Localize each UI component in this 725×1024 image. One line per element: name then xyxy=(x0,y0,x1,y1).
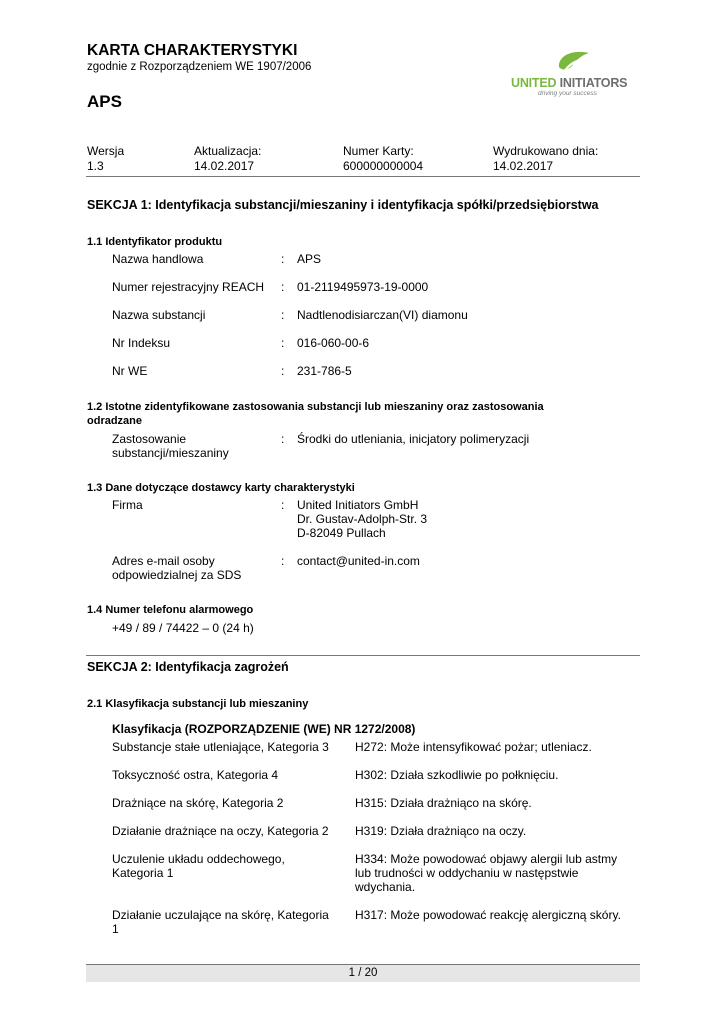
hazard-class xyxy=(112,852,348,880)
hazard-class-line2: 1 xyxy=(112,922,119,936)
colon: : xyxy=(281,280,285,294)
hazard-class xyxy=(112,796,348,810)
leaf-logo-icon xyxy=(556,50,592,74)
email-label xyxy=(112,554,241,582)
section-1-1-heading: 1.1 Identyfikator produktu xyxy=(87,236,223,248)
colon: : xyxy=(281,432,285,446)
email-label-line1: Adres e-mail osoby xyxy=(112,554,215,568)
hazard-statement xyxy=(355,768,635,782)
section-1-title: SEKCJA 1: Identyfikacja substancji/mieszaniny i identyfikacja spółki/przedsiębiorstwa xyxy=(87,198,599,212)
card-number-label: Numer Karty: xyxy=(343,144,414,158)
hazard-statement xyxy=(355,796,635,810)
section-1-4-heading: 1.4 Numer telefonu alarmowego xyxy=(87,604,254,616)
hazard-class-line1: Substancje stałe utleniające, Kategoria 3 xyxy=(112,740,329,754)
section-2-1-heading: 2.1 Klasyfikacja substancji lub mieszaniny xyxy=(87,698,309,710)
section-1-2-heading-line2: odradzane xyxy=(87,415,143,427)
hazard-class-line1: Działanie uczulające na skórę, Kategoria xyxy=(112,908,329,922)
reach-number-value: 01-2119495973-19-0000 xyxy=(297,280,429,294)
colon: : xyxy=(281,336,285,350)
product-name: APS xyxy=(87,92,122,111)
version-value: 1.3 xyxy=(87,159,104,173)
firm-label: Firma xyxy=(112,498,143,512)
document-subtitle: zgodnie z Rozporządzeniem WE 1907/2006 xyxy=(87,61,312,73)
use-value: Środki do utleniania, inicjatory polimeryzacji xyxy=(297,432,530,446)
hazard-statement-line3: wdychania. xyxy=(355,880,416,894)
hazard-class-line1: Uczulenie układu oddechowego, xyxy=(112,852,285,866)
classification-heading: Klasyfikacja (ROZPORZĄDZENIE (WE) NR 1272/2008) xyxy=(112,722,416,736)
hazard-class xyxy=(112,908,348,936)
logo-wordmark xyxy=(511,76,627,90)
printed-value: 14.02.2017 xyxy=(493,159,554,173)
company-logo xyxy=(508,50,638,100)
hazard-class-line1: Toksyczność ostra, Kategoria 4 xyxy=(112,768,279,782)
printed-label: Wydrukowano dnia: xyxy=(493,144,599,158)
colon: : xyxy=(281,252,285,266)
firm-city: D-82049 Pullach xyxy=(297,526,386,540)
colon: : xyxy=(281,308,285,322)
section-1-2-heading-line1: 1.2 Istotne zidentyfikowane zastosowania substancji lub mieszaniny oraz zastosowania xyxy=(87,401,544,413)
colon: : xyxy=(281,364,285,378)
hazard-class-line1: Działanie drażniące na oczy, Kategoria 2 xyxy=(112,824,329,838)
reach-number-label: Numer rejestracyjny REACH xyxy=(112,280,265,294)
page-number: 1 / 20 xyxy=(348,967,378,979)
hazard-class-line2: Kategoria 1 xyxy=(112,866,174,880)
use-label-line1: Zastosowanie xyxy=(112,432,187,446)
logo-tagline: driving your success xyxy=(538,90,597,97)
hazard-class xyxy=(112,824,348,838)
firm-name: United Initiators GmbH xyxy=(297,498,419,512)
section-2-title: SEKCJA 2: Identyfikacja zagrożeń xyxy=(87,660,289,674)
hazard-statement-line1: H334: Może powodować objawy alergii lub astmy xyxy=(355,852,618,866)
hazard-statement xyxy=(355,740,635,754)
hazard-statement-line1: H272: Może intensyfikować pożar; utleniacz. xyxy=(355,740,592,754)
section-1-2-heading xyxy=(87,400,544,428)
use-label-line2: substancji/mieszaniny xyxy=(112,446,229,460)
hazard-statement xyxy=(355,852,635,894)
hazard-statement-line1: H319: Działa drażniąco na oczy. xyxy=(355,824,527,838)
section-2-divider xyxy=(86,655,640,656)
hazard-class xyxy=(112,740,348,754)
emergency-phone: +49 / 89 / 74422 – 0 (24 h) xyxy=(112,621,254,635)
logo-word-initiators: INITIATORS xyxy=(559,76,628,90)
document-title: KARTA CHARAKTERYSTYKI xyxy=(87,42,298,59)
hazard-statement-line1: H317: Może powodować reakcję alergiczną skóry. xyxy=(355,908,621,922)
substance-name-value: Nadtlenodisiarczan(VI) diamonu xyxy=(297,308,468,322)
section-1-3-heading: 1.3 Dane dotyczące dostawcy karty charakterystyki xyxy=(87,482,355,494)
update-label: Aktualizacja: xyxy=(194,144,262,158)
hazard-class-line1: Drażniące na skórę, Kategoria 2 xyxy=(112,796,284,810)
hazard-statement xyxy=(355,824,635,838)
meta-update xyxy=(194,144,261,174)
colon: : xyxy=(281,554,285,568)
trade-name-label: Nazwa handlowa xyxy=(112,252,204,266)
card-number-value: 600000000004 xyxy=(343,159,424,173)
trade-name-value: APS xyxy=(297,252,322,266)
hazard-statement-line2: lub trudności w oddychaniu w następstwie xyxy=(355,866,579,880)
index-number-label: Nr Indeksu xyxy=(112,336,171,350)
hazard-statement-line1: H315: Działa drażniąco na skórę. xyxy=(355,796,532,810)
logo-word-united: UNITED xyxy=(511,76,557,90)
firm-street: Dr. Gustav-Adolph-Str. 3 xyxy=(297,512,428,526)
version-label: Wersja xyxy=(87,144,125,158)
meta-printed xyxy=(493,144,598,174)
hazard-class xyxy=(112,768,348,782)
meta-card-number xyxy=(343,144,423,174)
meta-version xyxy=(87,144,124,174)
ec-number-label: Nr WE xyxy=(112,364,148,378)
hazard-statement-line1: H302: Działa szkodliwie po połknięciu. xyxy=(355,768,559,782)
ec-number-value: 231-786-5 xyxy=(297,364,352,378)
email-value: contact@united-in.com xyxy=(297,554,420,568)
colon: : xyxy=(281,498,285,512)
index-number-value: 016-060-00-6 xyxy=(297,336,370,350)
email-label-line2: odpowiedzialnej za SDS xyxy=(112,568,242,582)
update-value: 14.02.2017 xyxy=(194,159,255,173)
hazard-statement xyxy=(355,908,635,922)
firm-address xyxy=(297,498,427,540)
header-divider xyxy=(86,176,640,177)
substance-name-label: Nazwa substancji xyxy=(112,308,206,322)
use-label xyxy=(112,432,229,460)
